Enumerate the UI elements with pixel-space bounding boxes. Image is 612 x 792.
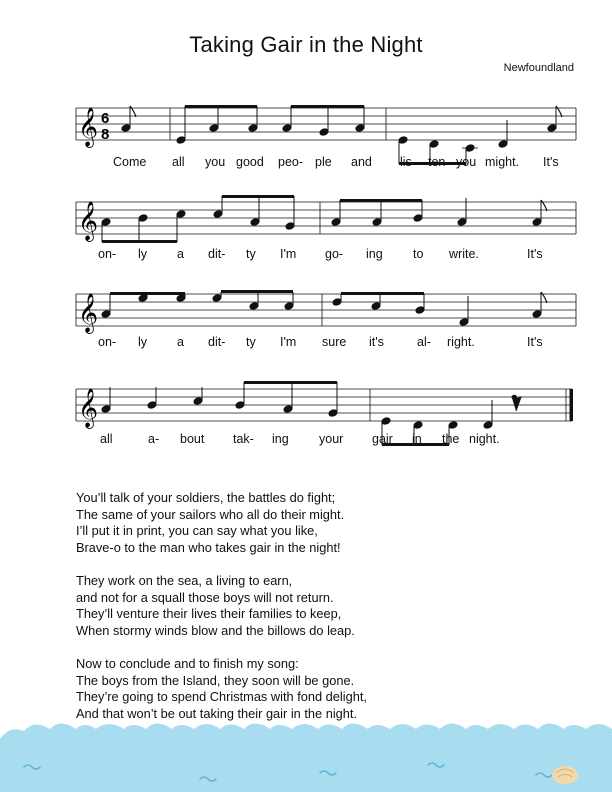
- lyric-word: dit-: [208, 335, 226, 349]
- final-barline: [570, 389, 574, 421]
- lyric-word: peo-: [278, 155, 304, 169]
- lyric-word: ing: [366, 247, 383, 261]
- lyric-word: Come: [113, 155, 147, 169]
- lyric-word: gair: [372, 432, 393, 446]
- treble-clef-icon: 𝄞: [78, 388, 99, 428]
- lyric-word: in: [412, 432, 422, 446]
- verse-2: [76, 573, 367, 639]
- sea-waves: [0, 724, 612, 792]
- time-signature-top: 6: [101, 110, 110, 127]
- lyric-word: ing: [272, 432, 289, 446]
- verse-line: I’ll put it in print, you can say what you like,: [76, 523, 318, 539]
- verse-line: You’ll talk of your soldiers, the battles do fight;: [76, 490, 336, 505]
- lyric-word: you: [205, 155, 226, 169]
- lyric-word: all: [100, 432, 113, 446]
- lyric-word: ty: [246, 335, 256, 349]
- lyrics-system-3: [98, 335, 543, 349]
- lyric-word: ly: [138, 247, 148, 261]
- shell-icon: [552, 766, 578, 784]
- staff-system-1: [76, 108, 576, 140]
- notes-system-3: [101, 290, 547, 326]
- lyric-word: a: [177, 247, 184, 261]
- lyrics-system-2: [98, 247, 543, 261]
- lyric-word: go-: [325, 247, 344, 261]
- lyric-word: It's: [543, 155, 559, 169]
- lyric-word: good: [236, 155, 264, 169]
- verse-line: They work on the sea, a living to earn,: [76, 572, 293, 588]
- verse-line: They’re going to spend Christmas with fond delight,: [76, 689, 367, 705]
- verse-line: They’ll venture their lives their families to keep,: [76, 606, 342, 622]
- lyrics-system-1: [113, 155, 559, 169]
- eighth-rest-icon: [512, 395, 521, 411]
- wave-border: [0, 715, 612, 792]
- lyric-word: on-: [98, 247, 117, 261]
- verse-3: [76, 656, 367, 722]
- lyric-word: ple: [315, 155, 332, 169]
- lyric-word: to: [413, 247, 424, 261]
- lyric-word: it's: [369, 335, 384, 349]
- lyric-word: night.: [469, 432, 500, 446]
- verse-1: [76, 490, 367, 556]
- verse-line: Brave-o to the man who takes gair in the night!: [76, 539, 341, 555]
- lyric-word: ly: [138, 335, 148, 349]
- lyric-word: tak-: [233, 432, 254, 446]
- treble-clef-icon: 𝄞: [78, 107, 99, 147]
- lyric-word: ty: [246, 247, 256, 261]
- lyric-word: al-: [417, 335, 431, 349]
- treble-clef-icon: 𝄞: [78, 293, 99, 333]
- treble-clef-icon: 𝄞: [78, 201, 99, 241]
- verse-line: Now to conclude and to finish my song:: [76, 655, 299, 671]
- lyric-word: might.: [485, 155, 520, 169]
- lyric-word: sure: [322, 335, 347, 349]
- lyric-word: write.: [449, 247, 479, 261]
- verse-line: And that won’t be out taking their gair in the night.: [76, 705, 358, 721]
- verse-line: When stormy winds blow and the billows do leap.: [76, 622, 355, 638]
- lyric-word: and: [351, 155, 372, 169]
- lyric-word: It's: [527, 335, 543, 349]
- staff-system-3: [76, 294, 576, 326]
- verse-line: The boys from the Island, they soon will be gone.: [76, 672, 355, 688]
- lyric-word: lis-: [400, 155, 416, 169]
- lyric-word: you: [456, 155, 477, 169]
- song-origin: Newfoundland: [503, 62, 574, 74]
- time-signature-bottom: 8: [101, 126, 110, 143]
- lyric-word: ten: [428, 155, 446, 169]
- lyric-word: a: [177, 335, 184, 349]
- lyric-word: the: [442, 432, 460, 446]
- lyric-word: all: [172, 155, 185, 169]
- lyric-word: bout: [180, 432, 205, 446]
- lyric-word: dit-: [208, 247, 226, 261]
- verse-line: The same of your sailors who all do their might.: [76, 506, 345, 522]
- verse-block: [76, 490, 367, 739]
- lyric-word: I'm: [280, 335, 297, 349]
- lyric-word: your: [319, 432, 344, 446]
- lyric-word: I'm: [280, 247, 297, 261]
- lyric-word: It's: [527, 247, 543, 261]
- lyric-word: on-: [98, 335, 117, 349]
- song-title: Taking Gair in the Night: [189, 32, 423, 57]
- lyric-word: right.: [447, 335, 475, 349]
- lyric-word: a-: [148, 432, 160, 446]
- verse-line: and not for a squall those boys will not return.: [76, 589, 334, 605]
- staff-system-2: [76, 202, 576, 234]
